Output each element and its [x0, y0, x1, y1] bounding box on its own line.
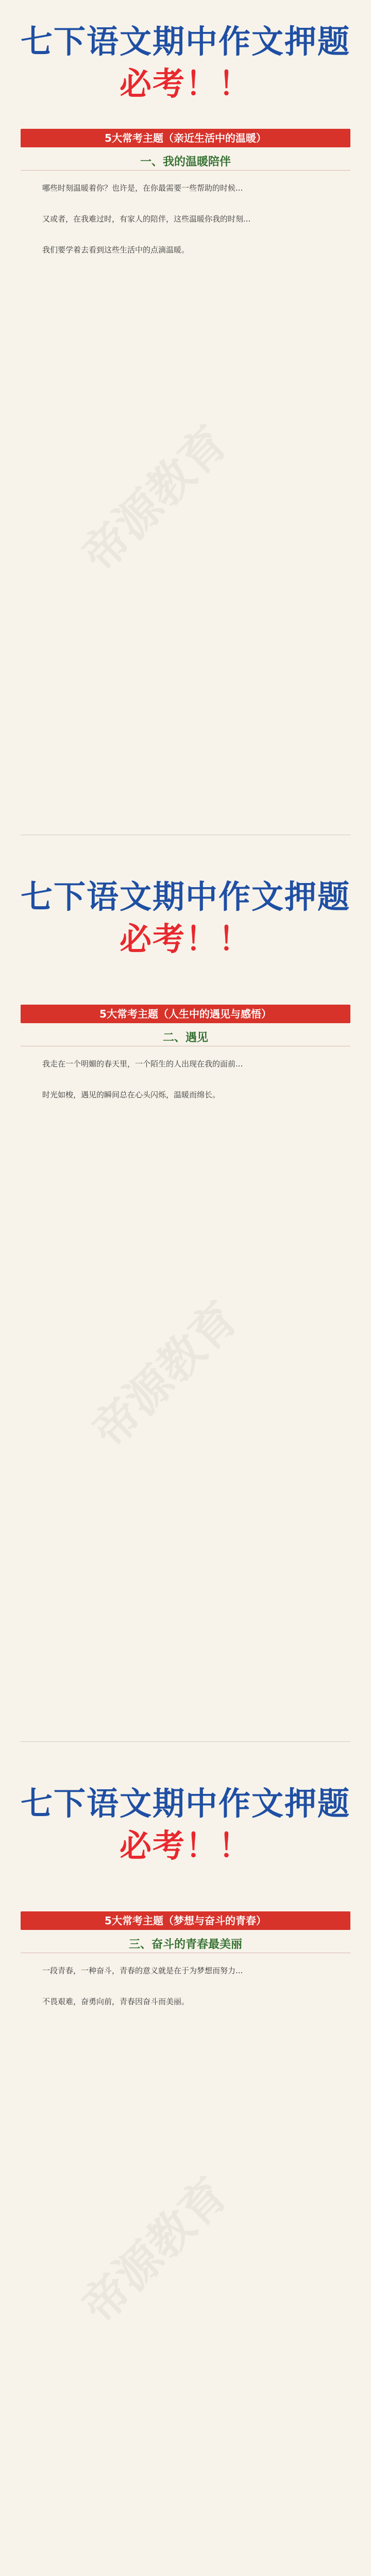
paragraph: 我们要学着去看到这些生活中的点滴温暖。: [42, 245, 190, 255]
theme-bar-2: 5大常考主题（人生中的遇见与感悟）: [21, 1005, 350, 1023]
subtitle-2: 二、遇见: [21, 1030, 350, 1046]
divider: [21, 1741, 350, 1742]
subtitle-1: 一、我的温暖陪伴: [21, 155, 350, 171]
watermark: 帝源教育: [72, 415, 238, 582]
paragraph: 哪些时刻温暖着你？也许是，在你最需要一些帮助的时候...: [42, 183, 243, 193]
paragraph: 不畏艰难，奋勇向前，青春因奋斗而美丽。: [42, 1997, 190, 2006]
theme-bar-3: 5大常考主题（梦想与奋斗的青春）: [21, 1911, 350, 1930]
section-title-red: 必考！！: [119, 920, 251, 958]
section-title-3: [0, 1783, 371, 1867]
paragraph: 时光如梭，遇见的瞬间总在心头闪烁，温暖而绵长。: [42, 1090, 221, 1099]
section-title-main: 七下语文期中作文押题: [20, 878, 350, 916]
watermark: 帝源教育: [72, 2167, 238, 2333]
theme-bar-1: 5大常考主题（亲近生活中的温暖）: [21, 129, 350, 147]
section-title-2: [0, 876, 371, 960]
paragraph: 我走在一个明媚的春天里，一个陌生的人出现在我的面前...: [42, 1059, 243, 1069]
watermark: 帝源教育: [82, 1291, 248, 1458]
section-title-1: [0, 21, 371, 105]
section-title-main: 七下语文期中作文押题: [20, 23, 350, 60]
paragraph: 又或者，在我难过时，有家人的陪伴，这些温暖你我的时刻...: [42, 214, 251, 224]
subtitle-3: 三、奋斗的青春最美丽: [21, 1937, 350, 1953]
section-title-main: 七下语文期中作文押题: [20, 1785, 350, 1822]
section-title-red: 必考！！: [119, 65, 251, 103]
paragraph: 一段青春，一种奋斗，青春的意义就是在于为梦想而努力...: [42, 1966, 243, 1975]
section-title-red: 必考！！: [119, 1827, 251, 1865]
